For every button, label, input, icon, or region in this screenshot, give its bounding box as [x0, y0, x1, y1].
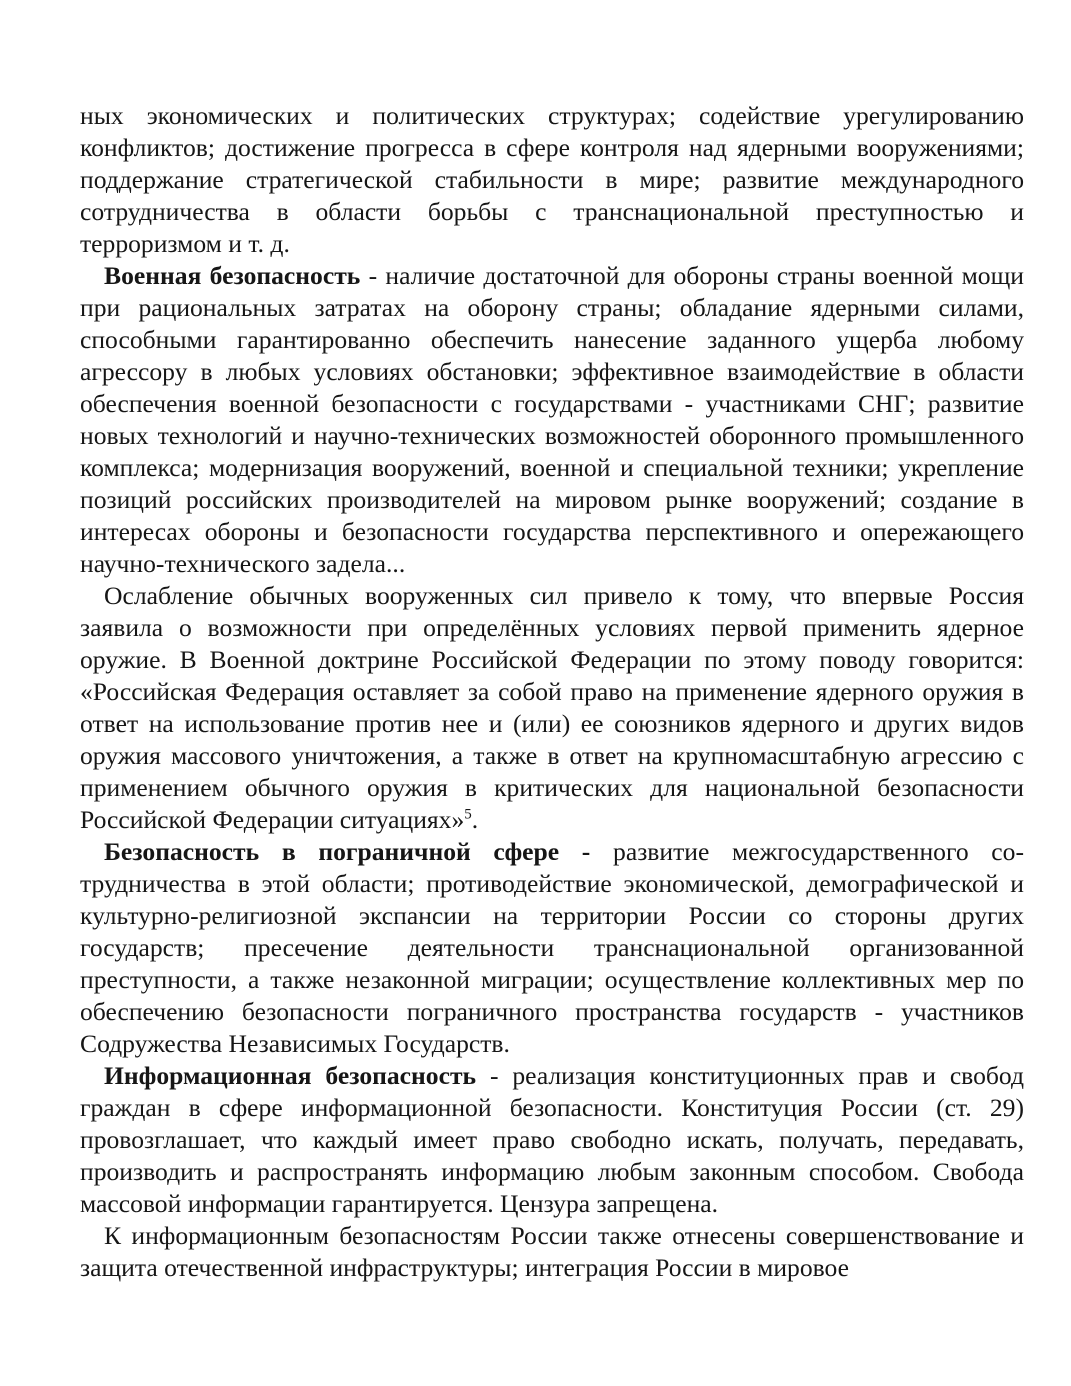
paragraph-information-security — [80, 1060, 1024, 1220]
paragraph-text: - реализация конституционных прав и свобод граждан в сфере информационной безопасности. Конституция России (ст. 29) провозглашает, что каждый имеет право свободно искать, получать, передавать, производить и распространять информацию любым законным способом. Свобода массовой информации гарантируется. Цензура запрещена. — [80, 1061, 1024, 1218]
paragraph-text: развитие межгосударственного сотрудничества в этой области; противодействие экономической, демографической и культурно-религиозной экспансии на территории России со стороны других государств; пресечение деятельности транснациональной организованной преступности, а также незаконной миграции; осуществление коллективных мер по обеспечению безопасности пограничного пространства государств - участников Содружества Независимых Государств. — [80, 837, 1024, 1058]
term-heading: Информационная безопасность — [104, 1061, 477, 1090]
paragraph-text: Ослабление обычных вооруженных сил привело к тому, что впервые Россия заявила о возможности при определённых условиях первой применить ядерное оружие. В Военной доктрине Российской Федерации по этому поводу говорится: «Российская Федерация оставляет за собой право на применение ядерного оружия в ответ на использование против нее и (или) ее союзников ядерного и других видов оружия массового уничтожения, а также в ответ на крупномасштабную агрессию с применением обычного оружия в критических для национальной безопасности Российской Федерации ситуациях» — [80, 581, 1024, 834]
paragraph-text: - наличие достаточной для обороны страны военной мощи при рациональных затратах на оборону страны; обладание ядерными силами, способными гарантированно обеспечить нанесение заданного ущерба любому агрессору в любых условиях обстановки; эффективное взаимодействие в области обеспечения военной безопасности с государствами - участниками СНГ; развитие новых технологий и научно-технических возможностей оборонного промышленного комплекса; модернизация вооружений, военной и специальной техники; укрепление позиций российских производителей на мировом рынке вооружений; создание в интересах обороны и безопасности государства перспективного и опережающего научно-технического задела... — [80, 261, 1024, 578]
term-heading: Безопасность в пограничной сфере - — [104, 837, 591, 866]
document-page — [80, 100, 1024, 1284]
paragraph-text: ных экономических и политических структурах; содействие урегулированию конфликтов; достижение прогресса в сфере контроля над ядерными вооружениями; поддержание стратегической стабильности в мире; развитие международного сотрудничества в области борьбы с транснациональной преступностью и терроризмом и т. д. — [80, 101, 1024, 258]
term-heading: Военная безопасность — [104, 261, 361, 290]
paragraph-border-security — [80, 836, 1024, 1060]
paragraph-1 — [80, 100, 1024, 260]
footnote-marker: 5 — [464, 806, 472, 823]
paragraph-tail: . — [471, 805, 479, 834]
paragraph-information-infrastructure — [80, 1220, 1024, 1284]
paragraph-text: К информационным безопасностям России также отнесены совершенствование и защита отечественной инфраструктуры; интеграция России в мировое — [80, 1221, 1024, 1282]
paragraph-military-security — [80, 260, 1024, 580]
paragraph-nuclear-doctrine — [80, 580, 1024, 836]
